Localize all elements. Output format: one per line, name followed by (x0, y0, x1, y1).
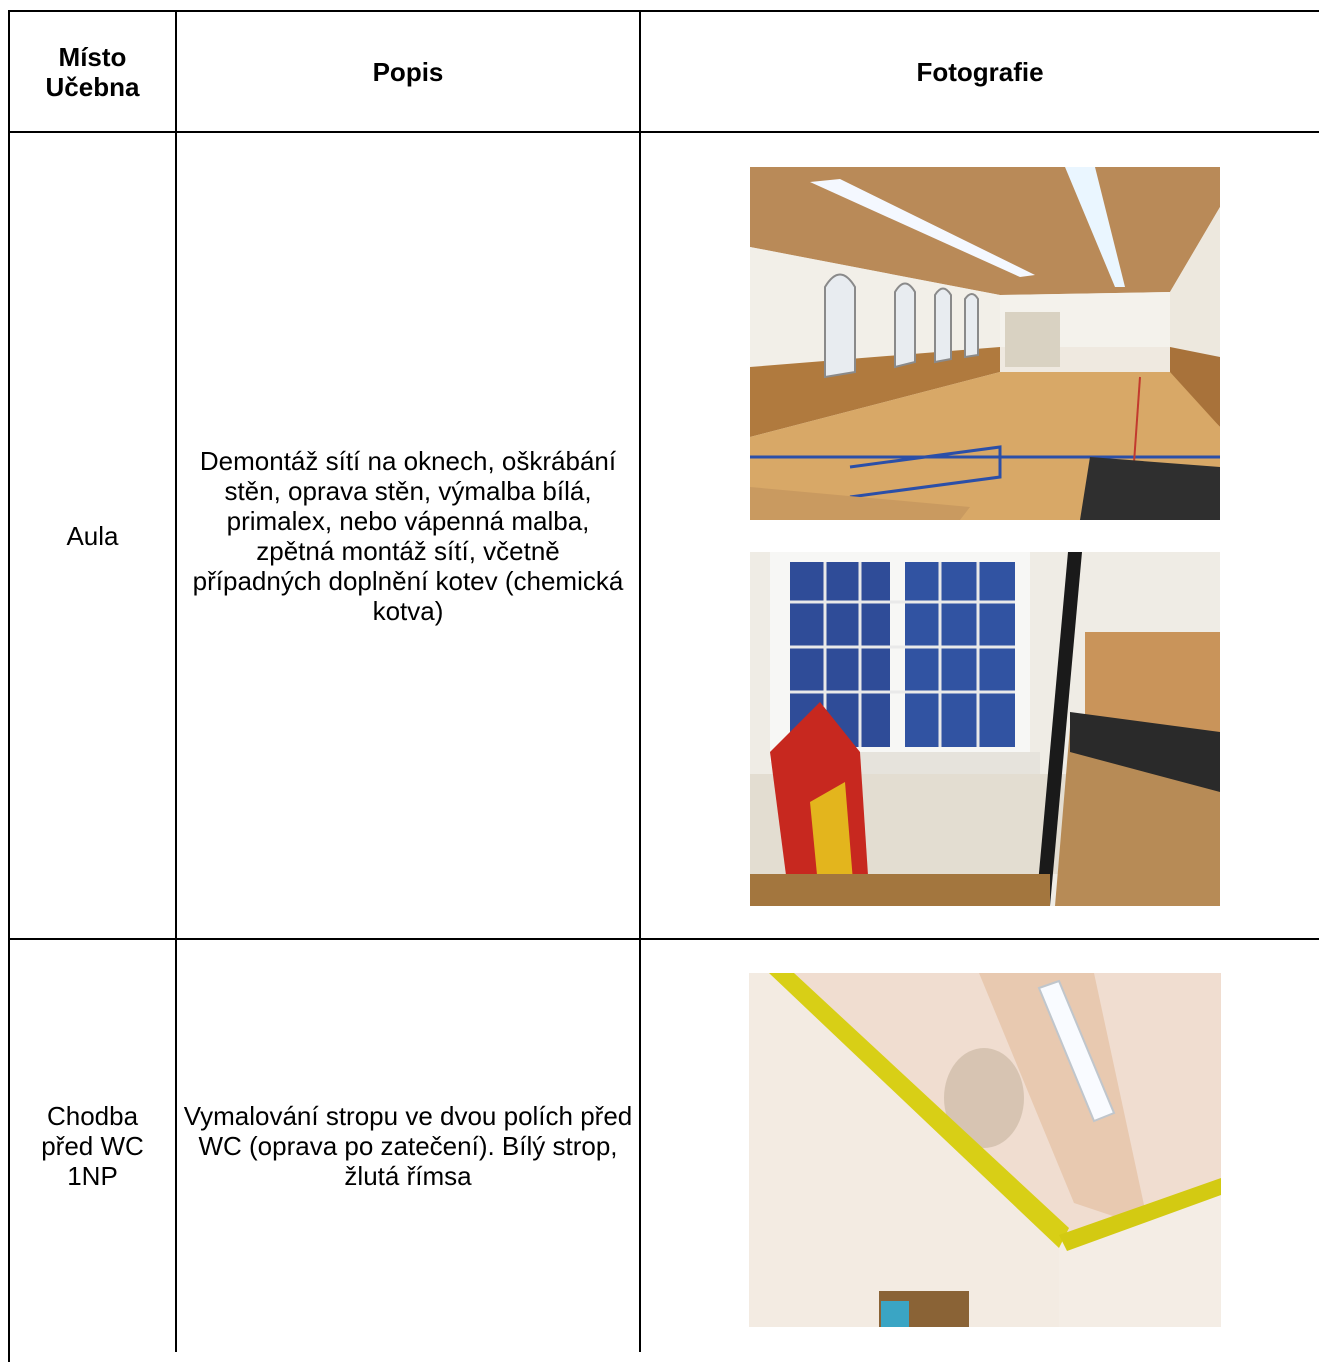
header-place-line2: Učebna (45, 71, 140, 102)
ceiling-photo (749, 973, 1221, 1327)
gym-hall-photo (750, 167, 1220, 520)
row2-description: Vymalování stropu ve dvou polích před WC (oprava po zatečení). Bílý strop, žlutá římsa (183, 1101, 633, 1191)
column-divider (175, 10, 177, 1352)
header-place (10, 12, 175, 131)
header-photos: Fotografie (916, 56, 1044, 87)
window-net-photo (750, 552, 1220, 906)
column-divider (639, 10, 641, 1352)
row1-place: Aula (66, 520, 119, 551)
header-description: Popis (372, 56, 444, 87)
header-place-line1: Místo (58, 41, 127, 72)
row1-description: Demontáž sítí na oknech, oškrábání stěn, oprava stěn, výmalba bílá, primalex, nebo vápenná malba, zpětná montáž sítí, včetně případných doplnění kotev (chemická kotva) (192, 445, 624, 626)
row2-place: Chodba před WC 1NP (41, 1101, 144, 1191)
